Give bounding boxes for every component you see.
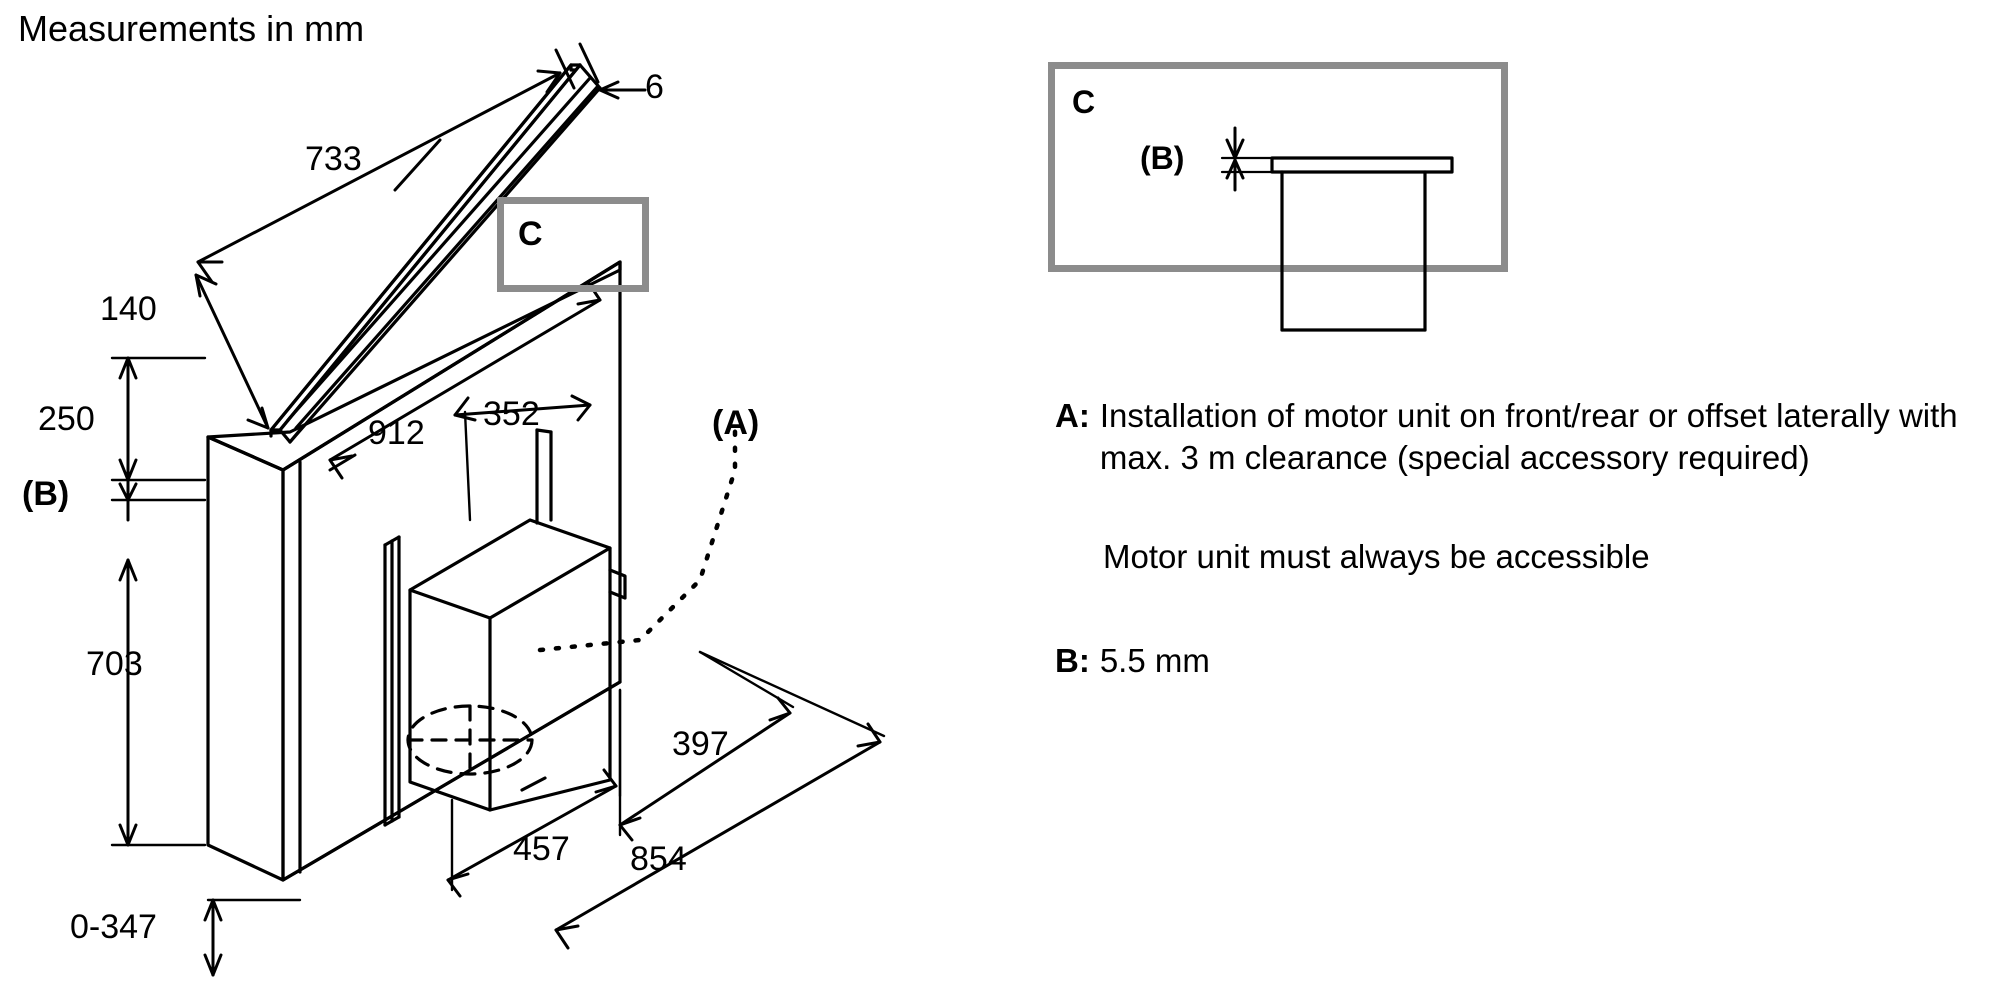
note-a-key: A:: [1055, 397, 1090, 434]
dim-top-thickness: 6: [645, 68, 664, 106]
dim-base-width: 854: [630, 840, 687, 878]
dim-body-height: 703: [86, 645, 143, 683]
detail-view-c: [1048, 62, 1508, 272]
dim-body-width: 912: [368, 414, 425, 452]
detail-view-b-label: (B): [1140, 140, 1185, 176]
dim-panel-depth: 140: [100, 290, 157, 328]
dim-gap-b: (B): [22, 475, 70, 513]
note-b: [1055, 640, 1975, 682]
dim-adjustable-foot: 0-347: [70, 908, 157, 946]
note-accessible-text: Motor unit must always be accessible: [1103, 538, 1650, 576]
note-b-text: 5.5 mm: [1099, 641, 1210, 679]
dim-base-depth: 397: [672, 725, 729, 763]
dim-motor-offset: 457: [513, 830, 570, 868]
dim-motor-note-a: (A): [712, 404, 760, 442]
page-title: Measurements in mm: [18, 8, 365, 49]
note-a-text: Installation of motor unit on front/rear or offset laterally with max. 3 m clearance (special accessory required): [1099, 397, 1958, 476]
dim-top-panel-width: 733: [305, 140, 362, 178]
note-b-key: B:: [1055, 641, 1090, 679]
detail-view-label: C: [1072, 84, 1096, 120]
note-a: [1055, 395, 1975, 478]
detail-marker-label: C: [518, 215, 543, 253]
notes-block: [1055, 395, 1975, 681]
dim-panel-height: 250: [38, 400, 95, 438]
dim-motor-width: 352: [483, 395, 540, 433]
